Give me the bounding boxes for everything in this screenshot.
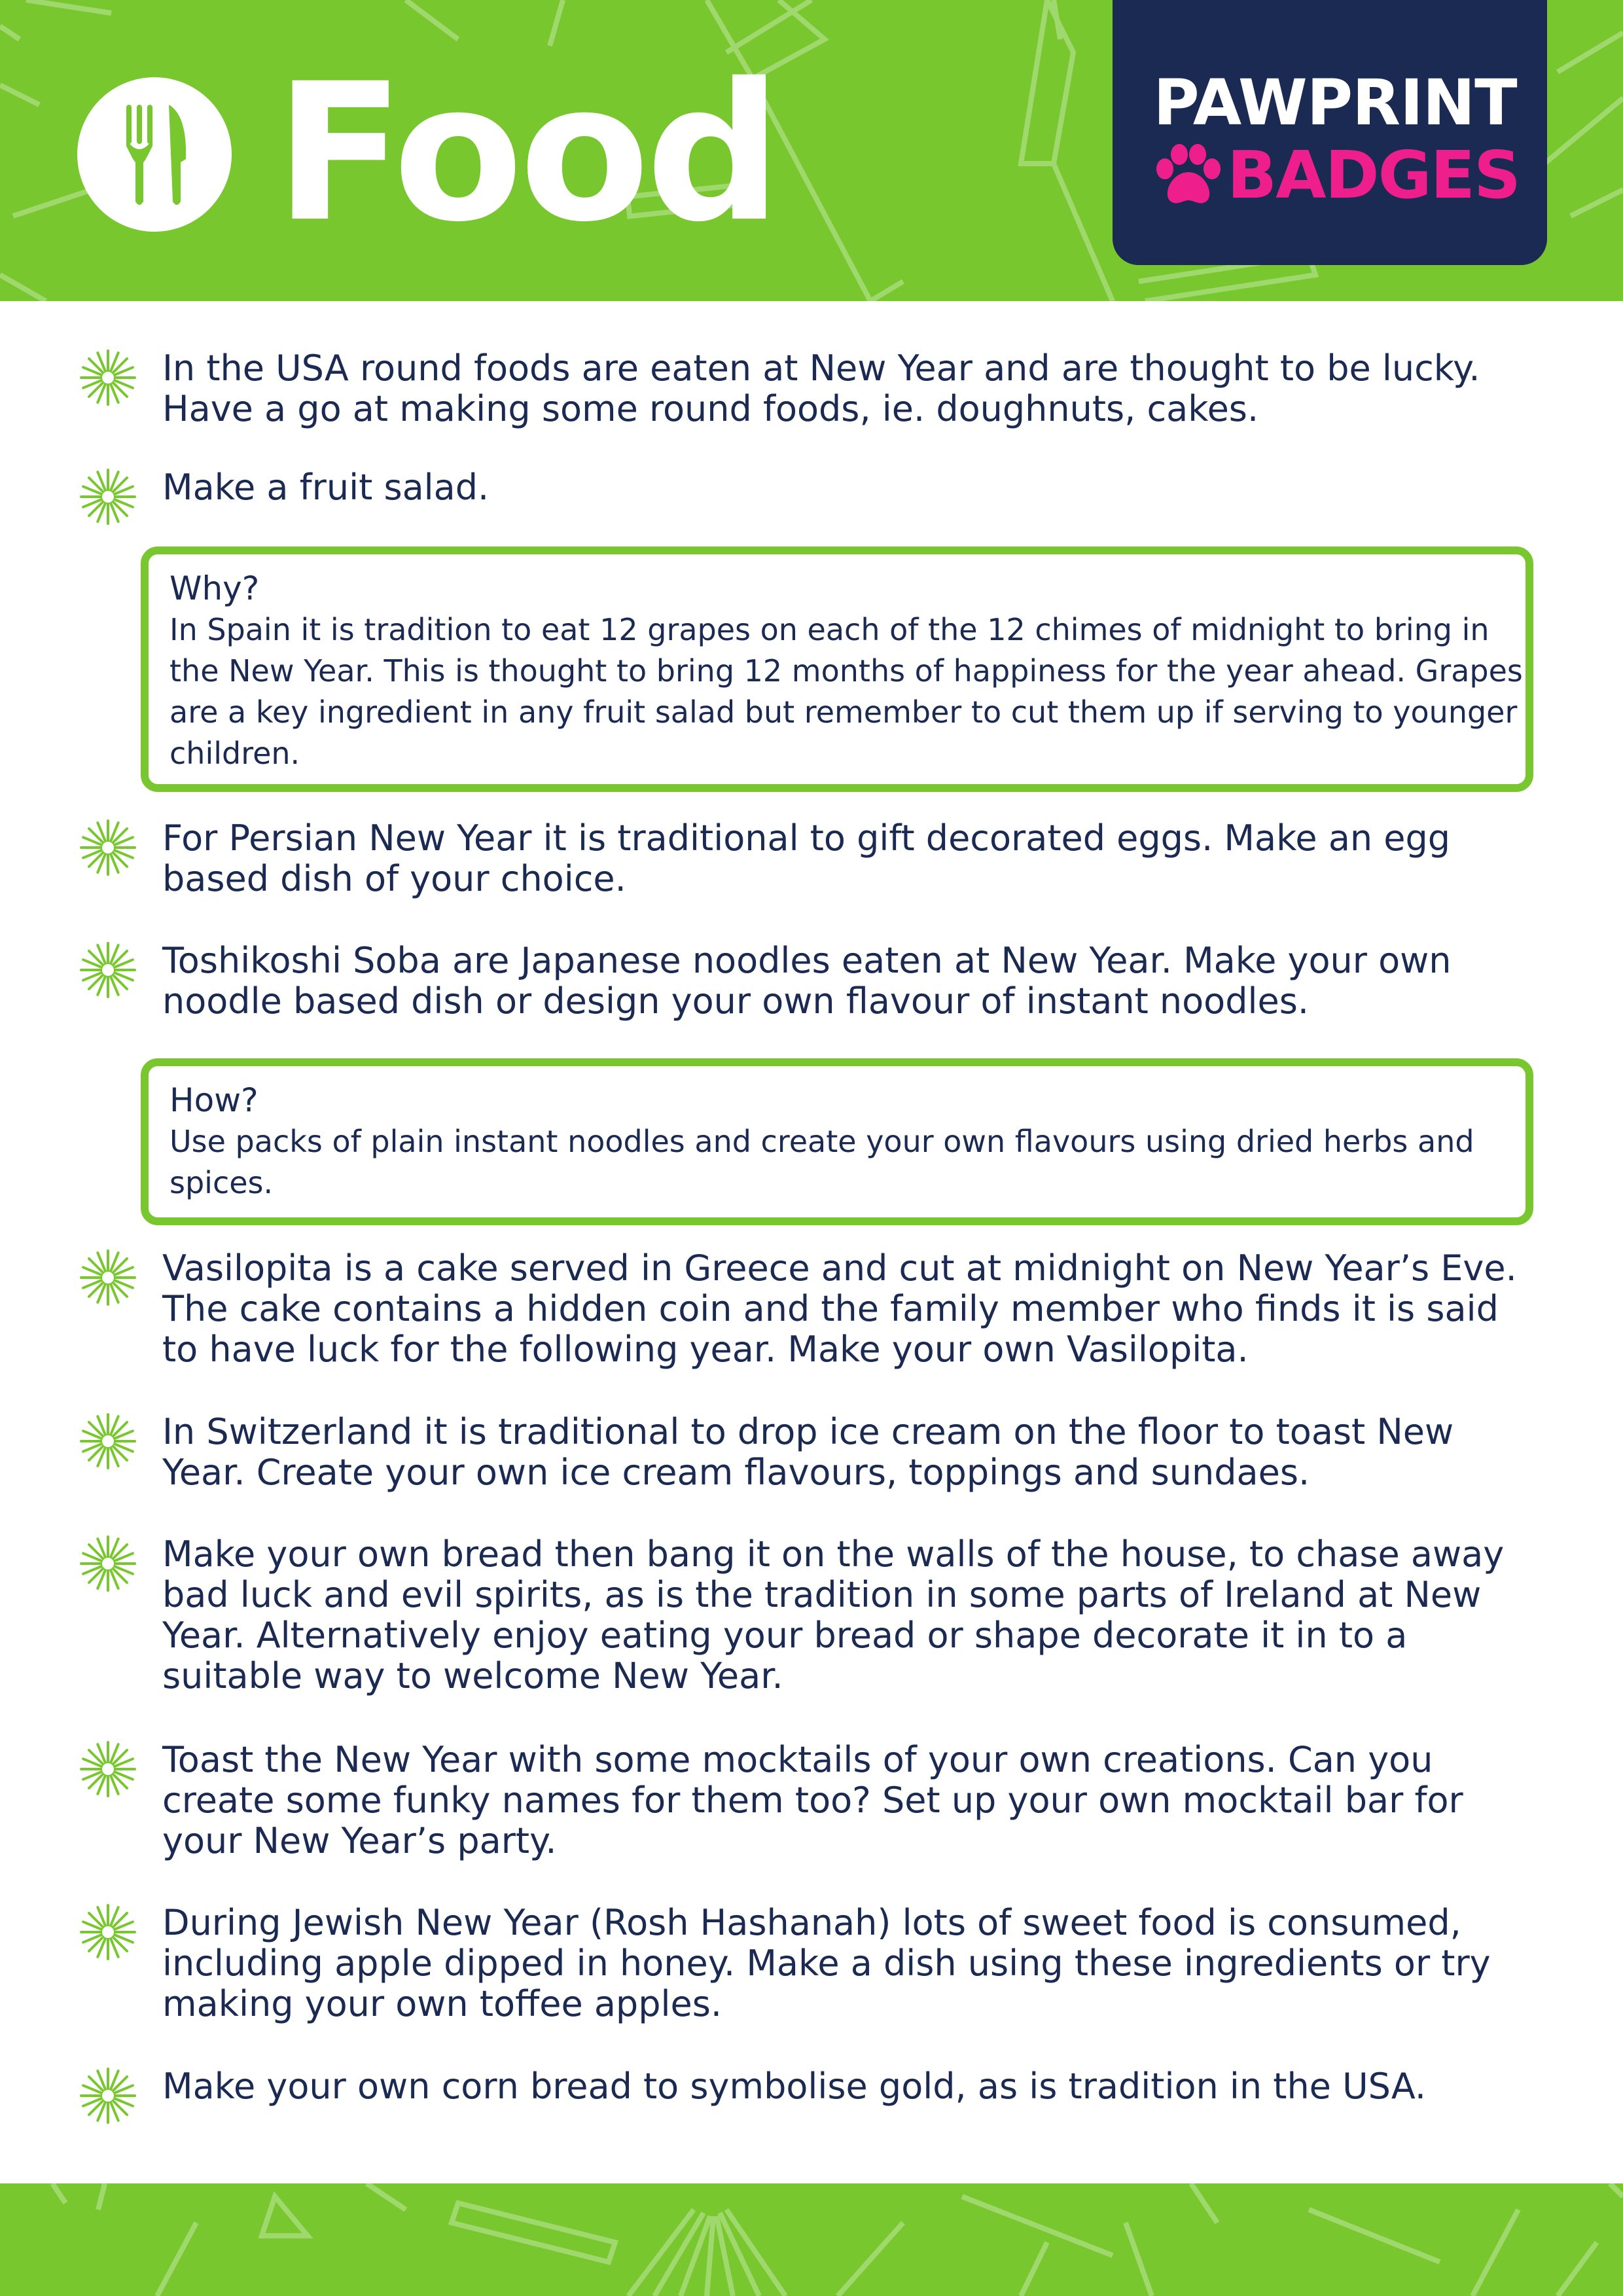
why-box-text: In Spain it is tradition to eat 12 grapes on each of the 12 chimes of midnight to bring in the New Year. This is thought to bring 12 months of happiness for the year ahead. Grapes are a key ingredient in any fruit salad but remember to cut them up if serving to younger children. [169,612,1523,771]
activity-text: Vasilopita is a cake served in Greece and cut at midnight on New Year’s Eve. The cake contains a hidden coin and the family member who finds it is said to have luck for the following year. Make your own Vasilopita. [162,1247,1517,1370]
how-info-box [141,1058,1533,1225]
why-info-box [141,547,1533,792]
activity-text: Toshikoshi Soba are Japanese noodles eaten at New Year. Make your own noodle based dish or design your own flavour of instant noodles. [162,940,1452,1022]
starburst-bullet-icon [79,1740,137,1799]
activity-text: Make your own bread then bang it on the walls of the house, to chase away bad luck and evil spirits, as is the tradition in some parts of Ireland at New Year. Alternatively enjoy eating your bread or shape decorate it in to a suitable way to welcome New Year. [162,1534,1505,1696]
activity-text: During Jewish New Year (Rosh Hashanah) lots of sweet food is consumed, including apple dipped in honey. Make a dish using these ingredients or try making your own toffee apples. [162,1902,1491,2024]
activity-text: In the USA round foods are eaten at New Year and are thought to be lucky. Have a go at making some round foods, ie. doughnuts, cakes. [162,348,1480,429]
starburst-bullet-icon [79,1248,137,1307]
activity-text: For Persian New Year it is traditional to gift decorated eggs. Make an egg based dish of your choice. [162,817,1451,899]
footer-decoration [0,2183,1623,2296]
footer-banner [0,2183,1623,2296]
activity-text: In Switzerland it is traditional to drop ice cream on the floor to toast New Year. Create your own ice cream flavours, toppings and sundaes. [162,1411,1454,1493]
logo-line-badges: BADGES [1227,137,1520,213]
starburst-bullet-icon [79,1412,137,1471]
page-title: Food [275,43,778,264]
starburst-bullet-icon [79,2066,137,2125]
activity-text: Toast the New Year with some mocktails of your own creations. Can you create some funky names for them too? Set up your own mocktail bar for your New Year’s party. [162,1739,1463,1861]
why-box-title: Why? [169,569,260,607]
starburst-bullet-icon [79,1903,137,1962]
how-box-text: Use packs of plain instant noodles and create your own flavours using dried herbs and spices. [169,1124,1474,1200]
activity-text: Make your own corn bread to symbolise gold, as is tradition in the USA. [162,2066,1427,2107]
starburst-bullet-icon [79,348,137,407]
activity-text: Make a fruit salad. [162,467,490,508]
starburst-bullet-icon [79,941,137,999]
logo-line-pawprint: PAWPRINT [1153,66,1517,139]
starburst-bullet-icon [79,1534,137,1593]
how-box-title: How? [169,1081,259,1119]
starburst-bullet-icon [79,818,137,877]
starburst-bullet-icon [79,467,137,526]
